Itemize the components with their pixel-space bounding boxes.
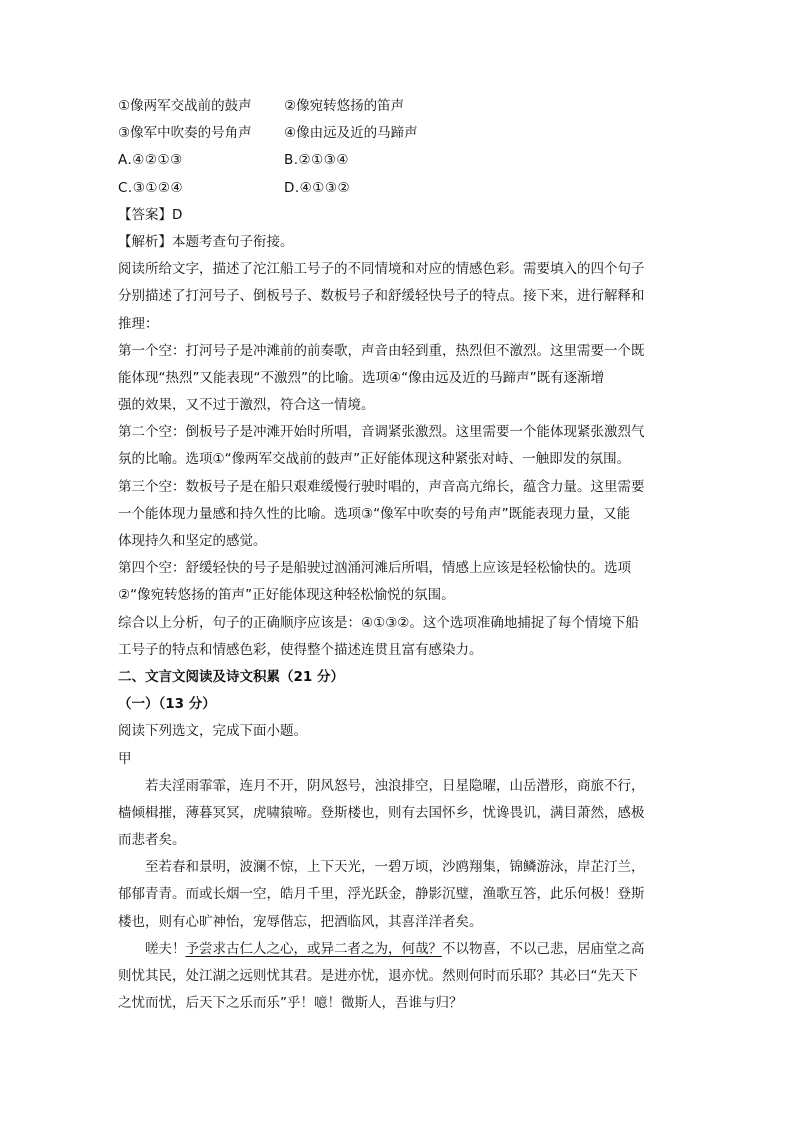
answer-choice-b: B.②①③④ bbox=[284, 152, 349, 169]
analysis-intro-line: 阅读所给文字，描述了沱江船工号子的不同情境和对应的情感色彩。需要填入的四个句子 bbox=[118, 261, 645, 278]
analysis-blank-2-line: 氛的比喻。选项①“像两军交战前的鼓声”正好能体现这种紧张对峙、一触即发的氛围。 bbox=[118, 451, 631, 468]
analysis-intro-line: 推理： bbox=[118, 315, 159, 332]
passage-line: 则忧其民，处江湖之远则忧其君。是进亦忧，退亦忧。然则何时而乐耶？其必曰“先天下 bbox=[118, 968, 638, 984]
passage-line: 郁郁青青。而或长烟一空，皓月千里，浮光跃金，静影沉璧，渔歌互答，此乐何极！登斯 bbox=[118, 886, 645, 903]
option-row-1 bbox=[118, 93, 678, 120]
passage-line: 樯倾楫摧，薄暮冥冥，虎啸猿啼。登斯楼也，则有去国怀乡，忧谗畏讥，满目萧然，感极 bbox=[118, 804, 645, 821]
analysis-blank-1-line: 第一个空：打河号子是冲滩前的前奏歌，声音由轻到重，热烈但不激烈。这里需要一个既 bbox=[118, 342, 645, 359]
passage-line: 楼也，则有心旷神怡，宠辱偕忘，把酒临风，其喜洋洋者矣。 bbox=[118, 913, 483, 930]
analysis-blank-4-line: ②“像宛转悠扬的笛声”正好能体现这种轻松愉悦的氛围。 bbox=[118, 587, 455, 604]
passage-paragraph-1 bbox=[118, 773, 678, 855]
answer-line: 【答案】D bbox=[118, 206, 183, 223]
analysis-blank-3-line: 体现持久和坚定的感觉。 bbox=[118, 533, 267, 549]
answer-choice-a: A.④②①③ bbox=[118, 152, 183, 169]
analysis-summary-line: 综合以上分析，句子的正确顺序应该是：④①③②。这个选项准确地捕捉了每个情境下船 bbox=[118, 614, 639, 631]
analysis-blank-4-line: 第四个空：舒缓轻快的号子是船驶过汹涌河滩后所唱，情感上应该是轻松愉快的。选项 bbox=[118, 560, 631, 577]
analysis-summary-line: 工号子的特点和情感色彩，使得整个描述连贯且富有感染力。 bbox=[118, 641, 483, 658]
analysis-blank-3-line: 第三个空：数板号子是在船只艰难缓慢行驶时唱的，声音高亢绵长，蕴含力量。这里需要 bbox=[118, 478, 645, 495]
passage-exclamation: 嗟夫！ bbox=[145, 940, 186, 957]
analysis-summary bbox=[118, 610, 678, 664]
analysis-blank-3 bbox=[118, 474, 678, 556]
passage-label-jia: 甲 bbox=[118, 750, 132, 767]
option-row-2 bbox=[118, 120, 678, 147]
analysis-blank-2-line: 第二个空：倒板号子是冲滩开始时所唱，音调紧张激烈。这里需要一个能体现紧张激烈气 bbox=[118, 424, 645, 441]
analysis-title: 【解析】本题考查句子衔接。 bbox=[118, 233, 294, 250]
passage-line: 之忧而忧，后天下之乐而乐”乎！噫！微斯人，吾谁与归？ bbox=[118, 995, 463, 1012]
passage-paragraph-3 bbox=[118, 936, 678, 1018]
document-page bbox=[118, 93, 678, 1017]
option-4: ④像由远及近的马蹄声 bbox=[284, 125, 418, 142]
answer-choice-row-2 bbox=[118, 175, 678, 202]
analysis-blank-3-line: 一个能体现力量感和持久性的比喻。选项③“像军中吹奏的号角声”既能表现力量，又能 bbox=[118, 505, 631, 522]
analysis-intro bbox=[118, 256, 678, 338]
passage-line bbox=[118, 936, 678, 963]
analysis-blank-1-line: 能体现“热烈”又能表现“不激烈”的比喻。选项④“像由远及近的马蹄声”既有逐渐增 bbox=[118, 369, 605, 386]
option-3: ③像军中吹奏的号角声 bbox=[118, 125, 252, 142]
reading-instruction: 阅读下列选文，完成下面小题。 bbox=[118, 723, 307, 740]
answer-choice-row-1 bbox=[118, 147, 678, 174]
analysis-blank-2 bbox=[118, 419, 678, 473]
option-1: ①像两军交战前的鼓声 bbox=[118, 98, 252, 114]
analysis-blank-1-line: 强的效果，又不过于激烈，符合这一情境。 bbox=[118, 397, 375, 414]
sub-section-heading: （一）（13 分） bbox=[118, 696, 216, 713]
passage-line: 而悲者矣。 bbox=[118, 832, 186, 849]
analysis-blank-4 bbox=[118, 555, 678, 609]
answer-choice-d: D.④①③② bbox=[284, 179, 351, 196]
passage-line-rest: 不以物喜，不以己悲，居庙堂之高 bbox=[442, 940, 645, 957]
analysis-intro-line: 分别描述了打河号子、倒板号子、数板号子和舒缓轻快号子的特点。接下来，进行解释和 bbox=[118, 288, 645, 305]
passage-line: 若夫淫雨霏霏，连月不开，阴风怒号，浊浪排空，日星隐曜，山岳潜形，商旅不行， bbox=[145, 777, 645, 794]
option-2: ②像宛转悠扬的笛声 bbox=[284, 98, 405, 114]
answer-choice-c: C.③①②④ bbox=[118, 179, 184, 196]
passage-paragraph-2 bbox=[118, 854, 678, 936]
passage-line: 至若春和景明，波澜不惊，上下天光，一碧万顷，沙鸥翔集，锦鳞游泳，岸芷汀兰， bbox=[145, 859, 645, 876]
analysis-blank-1 bbox=[118, 338, 678, 420]
underlined-sentence: 予尝求古仁人之心，或异二者之为，何哉？ bbox=[185, 940, 442, 957]
section-heading: 二、文言文阅读及诗文积累（21 分） bbox=[118, 668, 344, 685]
